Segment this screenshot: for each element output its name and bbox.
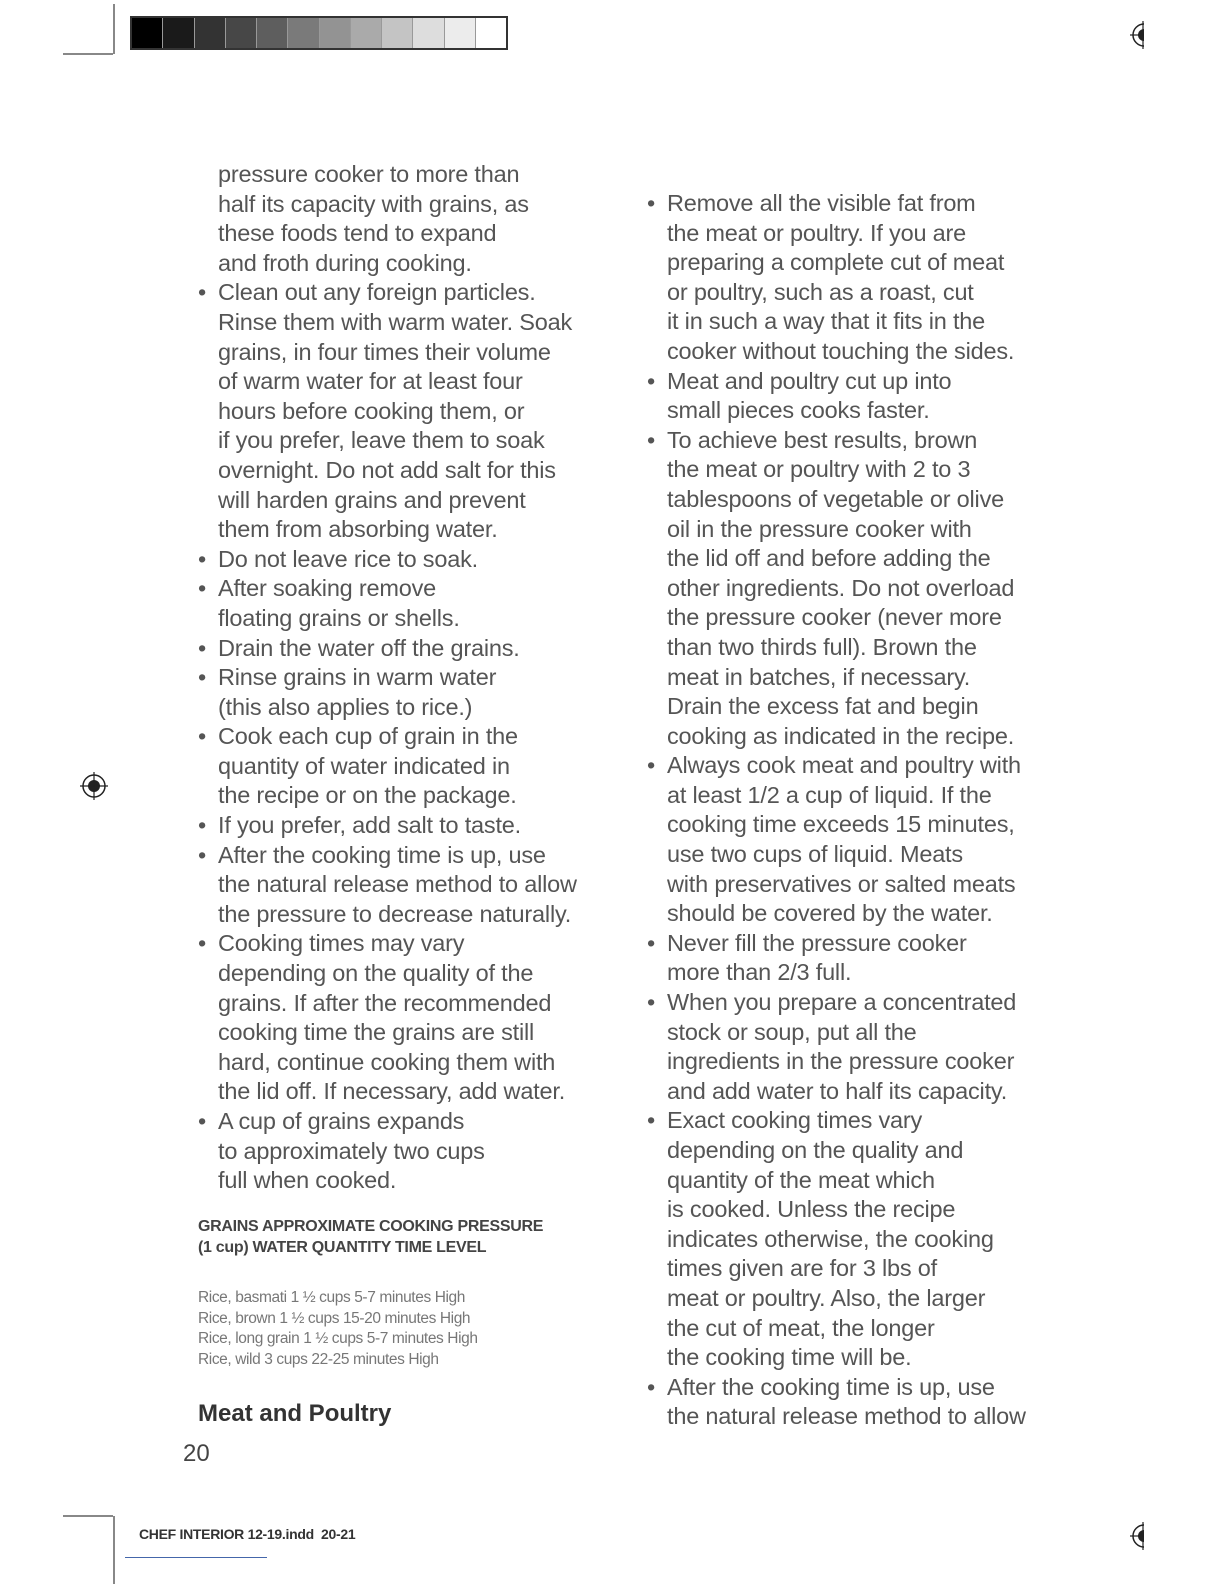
text-line: or poultry, such as a roast, cut xyxy=(667,278,974,305)
grains-table-header-line-2: (1 cup) WATER QUANTITY TIME LEVEL xyxy=(198,1239,487,1256)
table-row: Rice, basmati 1 ½ cups 5-7 minutes High xyxy=(198,1289,465,1306)
calibration-swatch xyxy=(445,18,476,48)
table-row: Rice, wild 3 cups 22-25 minutes High xyxy=(198,1351,439,1369)
text-line: the lid off. If necessary, add water. xyxy=(218,1078,566,1105)
footer-file-name: CHEF INTERIOR 12-19.indd xyxy=(139,1526,314,1542)
calibration-swatch xyxy=(132,18,163,48)
calibration-swatch xyxy=(351,18,382,48)
text-line: depending on the quality of the xyxy=(218,960,534,987)
bullet-line: • If you prefer, add salt to taste. xyxy=(196,811,606,841)
text-line: stock or soup, put all the xyxy=(667,1018,917,1045)
text-line: and add water to half its capacity. xyxy=(667,1077,1008,1104)
bullet-line: • Remove all the visible fat from xyxy=(645,189,1055,219)
text-line: cooking time exceeds 15 minutes, xyxy=(667,811,1015,838)
text-line: Drain the excess fat and begin xyxy=(667,693,979,720)
calibration-swatch xyxy=(288,18,319,48)
text-line: the lid off and before adding the xyxy=(667,545,991,572)
text-line: the pressure cooker (never more xyxy=(667,604,1002,631)
text-line: than two thirds full). Brown the xyxy=(667,633,977,660)
bullet-line: • Never fill the pressure cooker xyxy=(645,929,1055,959)
footer-pages: 20-21 xyxy=(321,1526,356,1542)
text-line: to approximately two cups xyxy=(218,1137,485,1164)
grains-table-header xyxy=(198,1216,598,1258)
text-line: if you prefer, leave them to soak xyxy=(218,427,545,454)
bullet-line: • When you prepare a concentrated xyxy=(645,988,1055,1018)
text-line: quantity of the meat which xyxy=(667,1166,935,1193)
text-line: grains. If after the recommended xyxy=(218,989,552,1016)
bullet-line: • After the cooking time is up, use xyxy=(645,1373,1055,1403)
text-line: more than 2/3 full. xyxy=(667,959,852,986)
text-line: should be covered by the water. xyxy=(667,900,993,927)
text-line: half its capacity with grains, as xyxy=(218,190,529,217)
bullet-line: • Do not leave rice to soak. xyxy=(196,545,606,575)
bullet-line: • Clean out any foreign particles. xyxy=(196,278,606,308)
page-number: 20 xyxy=(183,1440,210,1467)
text-line: is cooked. Unless the recipe xyxy=(667,1196,956,1223)
text-line: pressure cooker to more than xyxy=(218,161,520,187)
text-line: the recipe or on the package. xyxy=(218,782,517,809)
crop-mark-bottom-left-horizontal xyxy=(63,1515,113,1517)
crop-mark-top-left-vertical xyxy=(113,4,115,54)
text-line: cooker without touching the sides. xyxy=(667,337,1015,364)
bullet-line: • Cook each cup of grain in the xyxy=(196,722,606,752)
right-text-column xyxy=(645,189,1055,1432)
left-text-column xyxy=(196,160,606,1196)
text-line: cooking as indicated in the recipe. xyxy=(667,722,1015,749)
table-row: Rice, long grain 1 ½ cups 5-7 minutes High xyxy=(198,1330,478,1348)
bullet-line: • Cooking times may vary xyxy=(196,929,606,959)
footer-slug xyxy=(139,1526,355,1542)
text-line: floating grains or shells. xyxy=(218,604,460,631)
text-line: use two cups of liquid. Meats xyxy=(667,841,963,868)
registration-mark-bottom-right-icon xyxy=(1130,1522,1144,1550)
text-line: the pressure to decrease naturally. xyxy=(218,900,572,927)
text-line: the cut of meat, the longer xyxy=(667,1314,935,1341)
text-line: hours before cooking them, or xyxy=(218,397,525,424)
bullet-line: • Meat and poultry cut up into xyxy=(645,367,1055,397)
text-line: hard, continue cooking them with xyxy=(218,1048,556,1075)
calibration-swatch xyxy=(257,18,288,48)
grains-table-rows xyxy=(198,1288,598,1371)
text-line: of warm water for at least four xyxy=(218,368,523,395)
bullet-line: • Exact cooking times vary xyxy=(645,1106,1055,1136)
bullet-line: • Always cook meat and poultry with xyxy=(645,751,1055,781)
text-line: Rinse them with warm water. Soak xyxy=(218,308,573,335)
text-line: at least 1/2 a cup of liquid. If the xyxy=(667,781,992,808)
text-line: preparing a complete cut of meat xyxy=(667,249,1005,276)
text-line: meat in batches, if necessary. xyxy=(667,663,971,690)
crop-mark-top-left-horizontal xyxy=(63,53,113,55)
text-line: grains, in four times their volume xyxy=(218,338,551,365)
text-line: times given are for 3 lbs of xyxy=(667,1255,937,1282)
calibration-swatch xyxy=(320,18,351,48)
text-line: other ingredients. Do not overload xyxy=(667,574,1015,601)
text-line: and froth during cooking. xyxy=(218,249,472,276)
text-line: depending on the quality and xyxy=(667,1137,964,1163)
calibration-swatch xyxy=(163,18,194,48)
text-line: full when cooked. xyxy=(218,1167,397,1194)
grains-table-header-line-1: GRAINS APPROXIMATE COOKING PRESSURE xyxy=(198,1218,544,1235)
bullet-line: • After the cooking time is up, use xyxy=(196,841,606,871)
text-line: cooking time the grains are still xyxy=(218,1019,535,1046)
text-line: indicates otherwise, the cooking xyxy=(667,1225,994,1252)
text-line: meat or poultry. Also, the larger xyxy=(667,1284,986,1311)
bullet-line: • To achieve best results, brown xyxy=(645,426,1055,456)
text-line: these foods tend to expand xyxy=(218,220,497,247)
table-row: Rice, brown 1 ½ cups 15-20 minutes High xyxy=(198,1309,471,1327)
text-line: the cooking time will be. xyxy=(667,1344,912,1371)
section-title: Meat and Poultry xyxy=(198,1400,392,1427)
text-line: it in such a way that it fits in the xyxy=(667,308,986,335)
bullet-line: • Drain the water off the grains. xyxy=(196,634,606,664)
text-line: the meat or poultry. If you are xyxy=(667,219,967,246)
text-line: with preservatives or salted meats xyxy=(667,870,1016,897)
bullet-line: • A cup of grains expands xyxy=(196,1107,606,1137)
calibration-swatch xyxy=(413,18,444,48)
text-line: them from absorbing water. xyxy=(218,516,498,543)
text-line: quantity of water indicated in xyxy=(218,752,510,779)
text-line: tablespoons of vegetable or olive xyxy=(667,485,1004,512)
text-line: small pieces cooks faster. xyxy=(667,397,930,424)
text-line: ingredients in the pressure cooker xyxy=(667,1048,1015,1075)
grayscale-calibration-bar xyxy=(130,16,508,50)
crop-mark-bottom-left-vertical xyxy=(113,1516,115,1584)
calibration-swatch xyxy=(476,18,506,48)
calibration-swatch xyxy=(195,18,226,48)
bullet-line: • After soaking remove xyxy=(196,574,606,604)
text-line: the natural release method to allow xyxy=(218,871,577,898)
text-line: overnight. Do not add salt for this xyxy=(218,456,556,483)
text-line: the natural release method to allow xyxy=(667,1403,1026,1430)
text-line: the meat or poultry with 2 to 3 xyxy=(667,456,971,483)
footer-underline xyxy=(125,1557,267,1558)
registration-mark-top-right-icon xyxy=(1130,21,1144,49)
calibration-swatch xyxy=(226,18,257,48)
bullet-line: • Rinse grains in warm water xyxy=(196,663,606,693)
registration-mark-left-icon xyxy=(80,772,108,800)
text-line: will harden grains and prevent xyxy=(218,486,526,513)
text-line: (this also applies to rice.) xyxy=(218,693,473,720)
calibration-swatch xyxy=(382,18,413,48)
text-line: oil in the pressure cooker with xyxy=(667,515,972,542)
